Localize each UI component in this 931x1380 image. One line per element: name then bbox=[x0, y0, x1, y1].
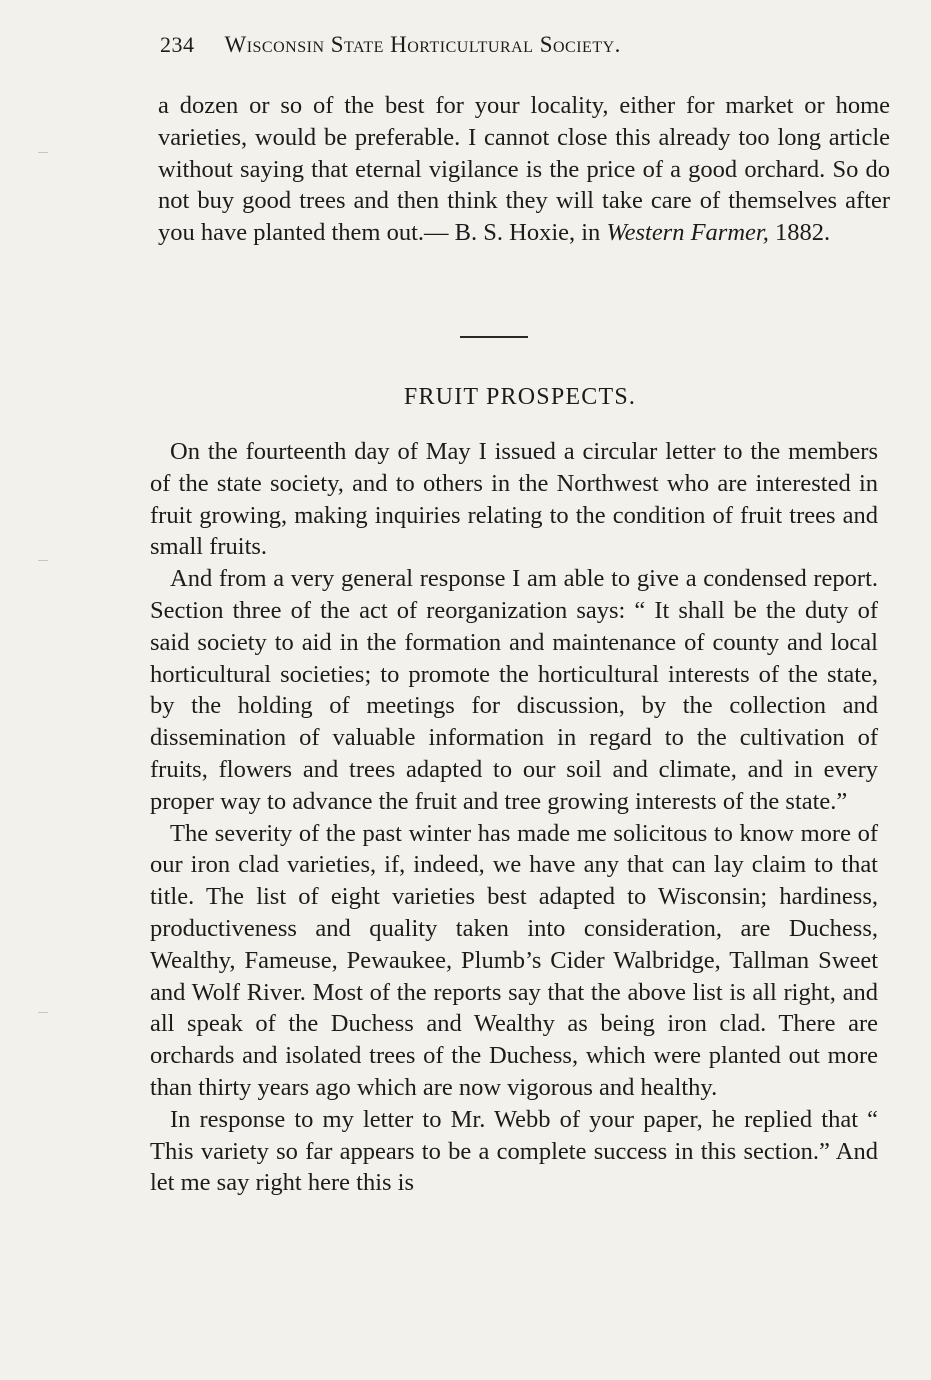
margin-mark bbox=[38, 1012, 48, 1013]
paragraph: On the fourteenth day of May I issued a circular letter to the members of the state society, and to others in the Northwest who are interested in fruit growing, making inquiries relating to the condition of fruit trees and small fruits. bbox=[150, 438, 878, 561]
publication-name: Western Farmer, bbox=[606, 219, 769, 247]
paragraph: And from a very general response I am able to give a condensed report. Section three of the act of reorganization says: “ It shall be the duty of said society to aid in the formation and maintenance of county and local horticultural societies; to promote the horticultural interests of the state, by the holding of meetings for discussion, by the collection and dissemination of valuable information in regard to the cultivation of fruits, flowers and trees adapted to our soil and climate, and in every proper way to advance the fruit and tree growing interests of the state.” bbox=[150, 565, 878, 815]
section-body bbox=[150, 436, 878, 1199]
continuation-body: a dozen or so of the best for your locality, either for market or home varieties, would be preferable. I cannot close this already too long article without saying that eternal vigilance is the price of a good orchard. So do not buy good trees and then think they will take care of themselves after you have planted them out.— B. S. Hoxie, in bbox=[158, 92, 890, 247]
margin-mark bbox=[38, 152, 48, 153]
continuation-paragraph bbox=[158, 90, 890, 249]
margin-mark bbox=[38, 560, 48, 561]
publication-year: 1882. bbox=[768, 219, 831, 247]
section-heading: FRUIT PROSPECTS. bbox=[403, 384, 637, 410]
paragraph: The severity of the past winter has made me solicitous to know more of our iron clad varieties, if, indeed, we have any that can lay claim to that title. The list of eight varieties best adapted to Wisconsin; hardiness, productiveness and quality taken into consideration, are Duchess, Wealthy, Fameuse, Pewaukee, Plumb’s Cider Walbridge, Tallman Sweet and Wolf River. Most of the reports say that the above list is all right, and all speak of the Duchess and Wealthy as being iron clad. There are orchards and isolated trees of the Duchess, which were planted out more than thirty years ago which are now vigorous and healthy. bbox=[150, 819, 878, 1101]
section-divider bbox=[460, 336, 528, 338]
running-title: Wisconsin State Horticultural Society. bbox=[224, 32, 621, 57]
page-number: 234 bbox=[160, 32, 195, 57]
continuation-text bbox=[158, 90, 890, 249]
running-head bbox=[160, 32, 810, 58]
paragraph: In response to my letter to Mr. Webb of your paper, he replied that “ This variety so far appears to be a complete success in this section.” And let me say right here this is bbox=[150, 1105, 878, 1197]
